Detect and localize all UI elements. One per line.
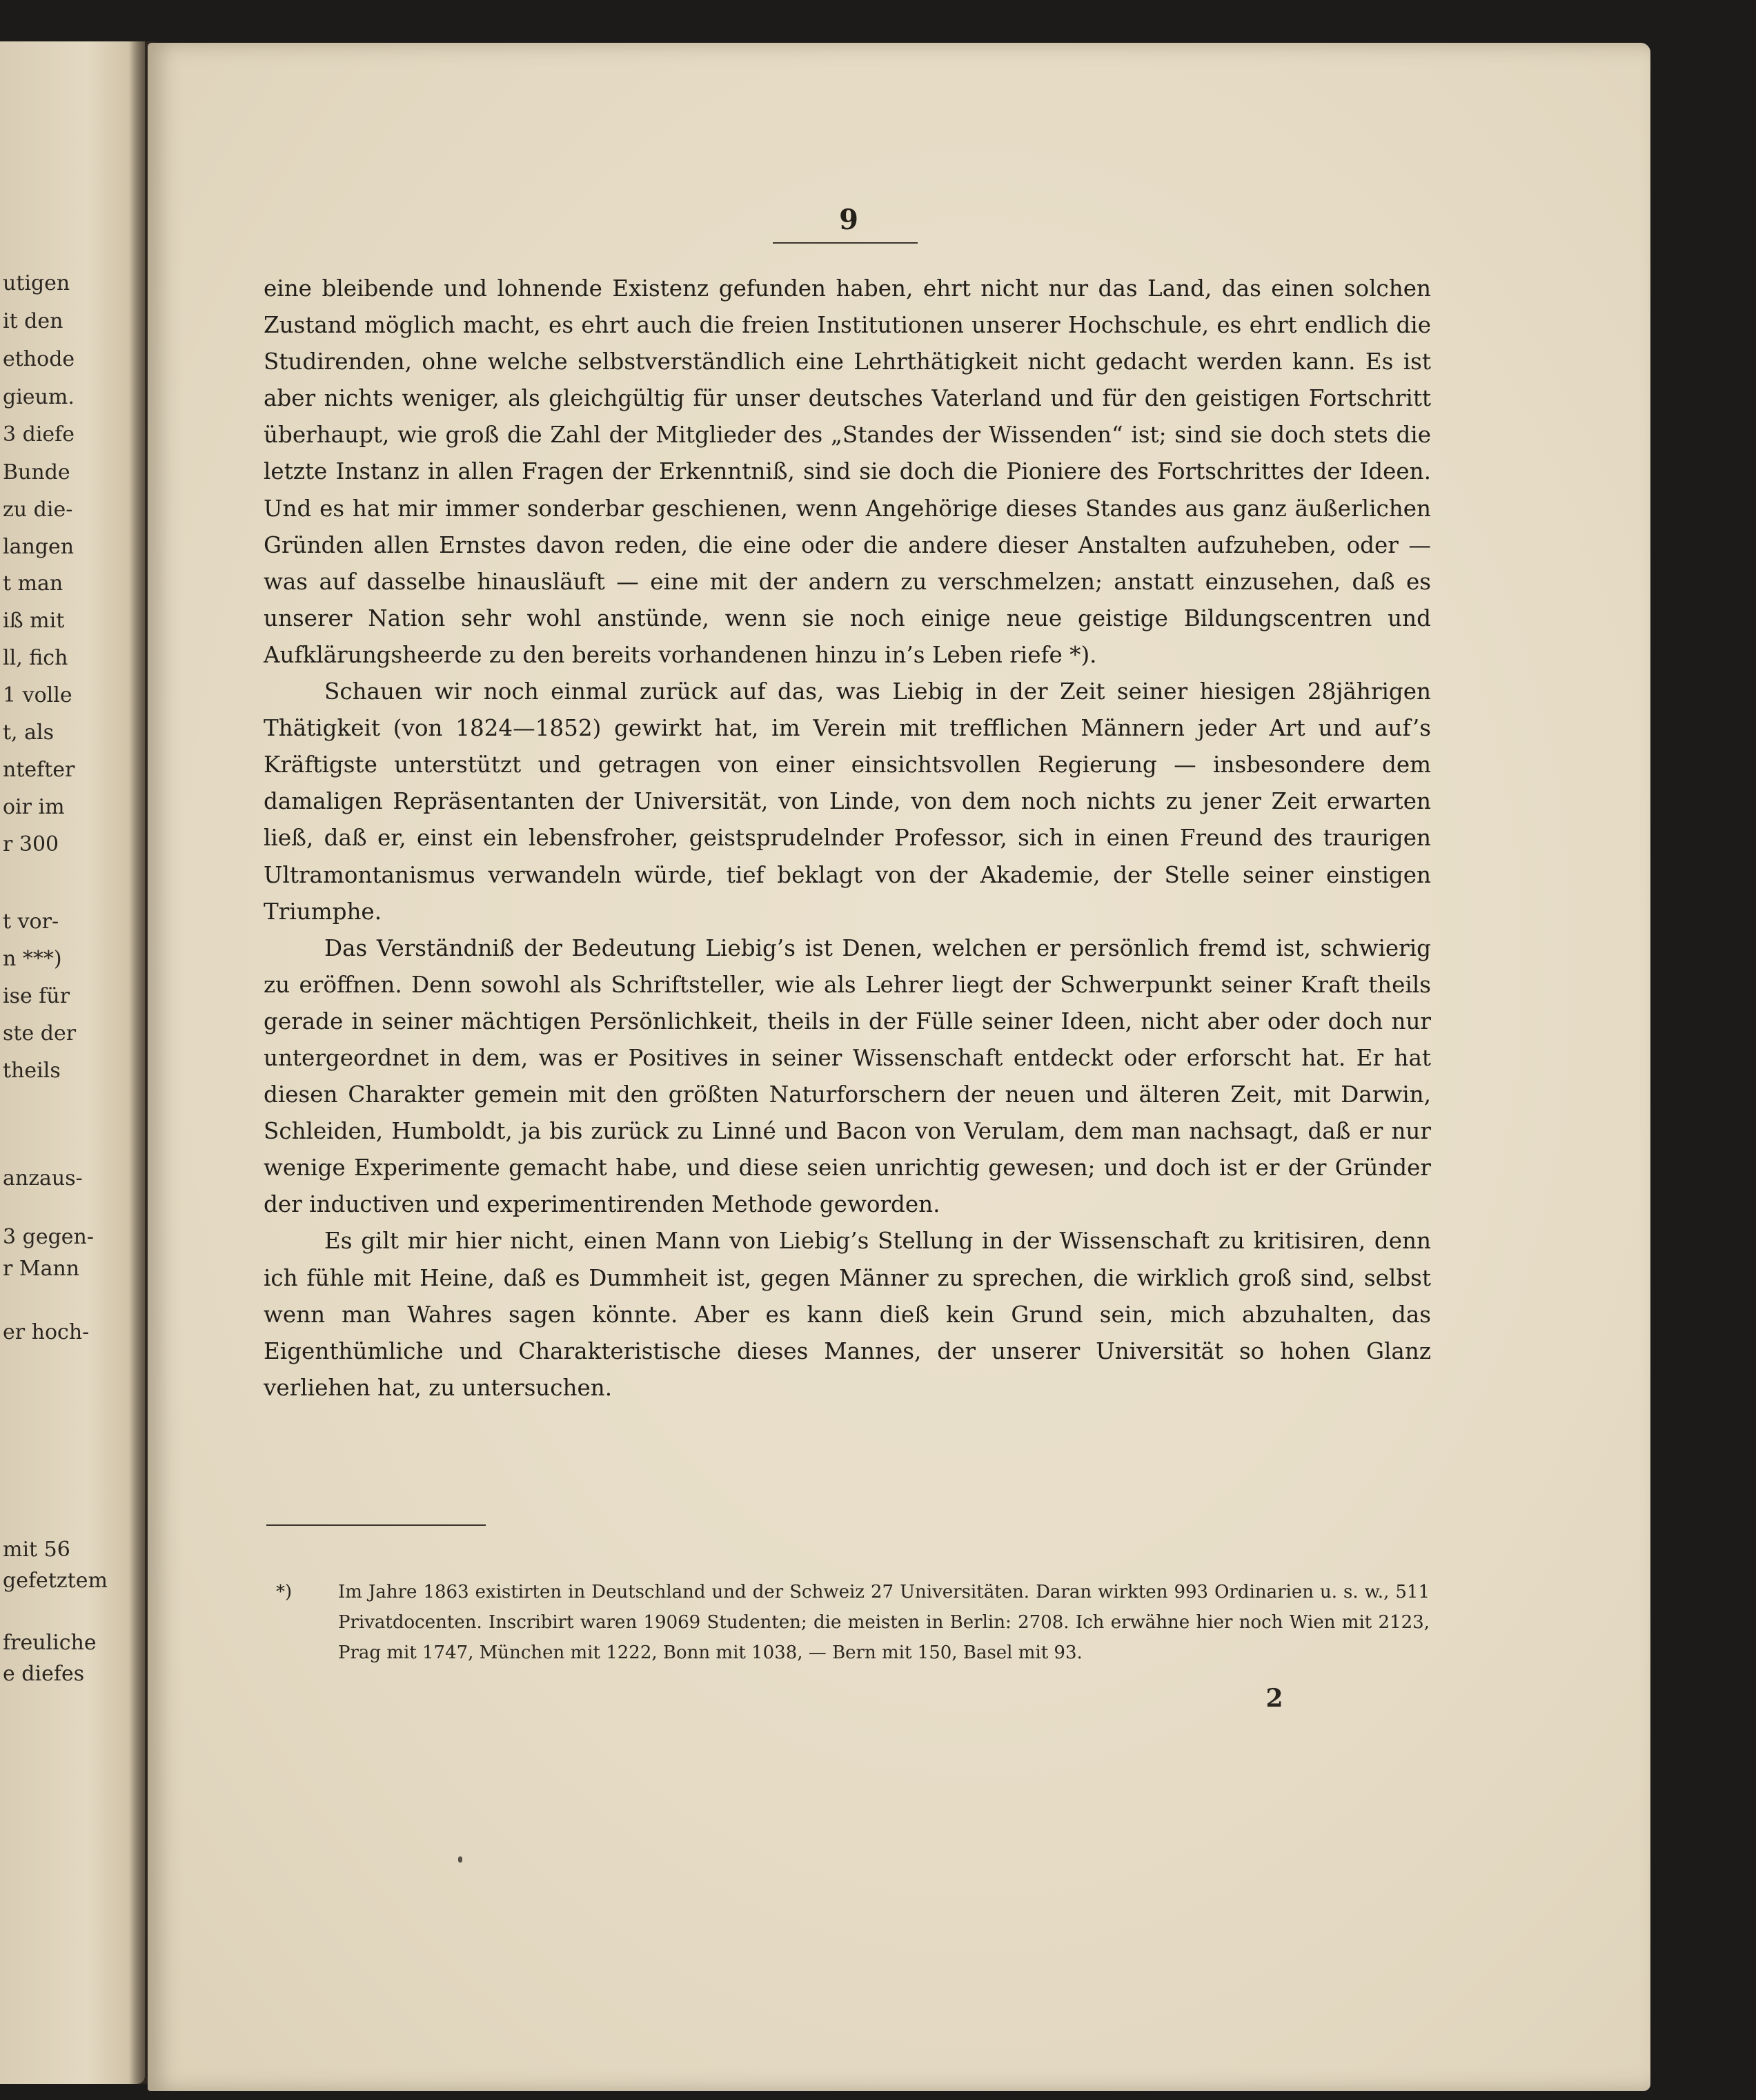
paper-speck <box>458 1856 462 1863</box>
signature-mark: 2 <box>1265 1684 1283 1713</box>
left-page-fragment: ntefter <box>3 758 75 782</box>
paragraph-4: Es gilt mir hier nicht, einen Mann von Liebig’s Stellung in der Wissenschaft zu kritisiren, denn ich fühle mit Heine, daß es Dummheit ist, gegen Männer zu sprechen, die wirklich groß sind, selbst wenn man Wahres sagen könnte. Aber es kann dieß kein Grund sein, mich abzuhalten, das Eigenthümliche und Charakteristische dieses Mannes, der unserer Universität so hohen Glanz verliehen hat, zu untersuchen. <box>264 1228 1431 1401</box>
left-page-fragment: t vor- <box>3 910 59 934</box>
left-page-fragment: oir im <box>3 795 65 819</box>
left-page-fragment: 3 gegen- <box>3 1225 94 1249</box>
body-text <box>264 271 1431 1406</box>
footnote-rule <box>266 1524 486 1526</box>
paragraph-1: eine bleibende und lohnende Existenz gefunden haben, ehrt nicht nur das Land, das einen solchen Zustand möglich macht, es ehrt auch die freien Institutionen unserer Hochschule, es ehrt endlich die Studirenden, ohne welche selbstverständlich eine Lehrthätigkeit nicht gedacht werden kann. Es ist aber nichts weniger, als gleichgültig für unser deutsches Vaterland und für den geistigen Fortschritt überhaupt, wie groß die Zahl der Mitglieder des „Standes der Wissenden“ ist; sind sie doch stets die letzte Instanz in allen Fragen der Erkenntniß, sind sie doch die Pioniere des Fortschrittes der Ideen. Und es hat mir immer sonderbar geschienen, wenn Angehörige dieses Standes aus ganz äußerlichen Gründen allen Ernstes davon reden, die eine oder die andere dieser Anstalten aufzuheben, oder — was auf dasselbe hinausläuft — eine mit der andern zu verschmelzen; anstatt einzusehen, daß es unserer Nation sehr wohl anstünde, wenn sie noch einige neue geistige Bildungscentren und Aufklärungsheerde zu den bereits vorhandenen hinzu in’s Leben riefe *). <box>264 275 1431 668</box>
left-page-fragment: t, als <box>3 720 55 745</box>
left-page-fragment: gieum. <box>3 385 75 409</box>
left-page-fragment: ll, fich <box>3 646 68 670</box>
left-page-fragment: it den <box>3 309 63 333</box>
left-page-fragment: ise für <box>3 984 70 1008</box>
footnote-marker: *) <box>276 1582 293 1602</box>
left-page-fragment: anzaus- <box>3 1166 83 1190</box>
left-page-fragment: 1 volle <box>3 683 72 707</box>
left-page-fragment: theils <box>3 1059 61 1083</box>
left-page-fragment: er hoch- <box>3 1320 90 1344</box>
left-page-fragment: t man <box>3 571 63 596</box>
left-page-edge <box>0 41 145 2084</box>
footnote <box>276 1577 1430 1668</box>
left-page-fragment: e diefes <box>3 1662 85 1686</box>
page-number: 9 <box>839 204 858 236</box>
left-page-fragment: freuliche <box>3 1631 97 1655</box>
left-page-fragment: n ***) <box>3 947 62 971</box>
left-page-fragment: 3 diefe <box>3 422 75 447</box>
left-page-fragment: gefetztem <box>3 1569 108 1593</box>
left-page-fragment: langen <box>3 535 75 559</box>
left-page-fragment: Bunde <box>3 460 70 484</box>
footnote-text: Im Jahre 1863 existirten in Deutschland und der Schweiz 27 Universitäten. Daran wirkten 993 Ordinarien u. s. w., 511 Privatdocenten. Inscribirt waren 19069 Studenten; die meisten in Berlin: 2708. Ich erwähne hier noch Wien mit 2123, Prag mit 1747, München mit 1222, Bonn mit 1038, — Bern mit 150, Basel mit 93. <box>338 1582 1430 1663</box>
left-page-fragment: utigen <box>3 271 70 295</box>
paragraph-3: Das Verständniß der Bedeutung Liebig’s ist Denen, welchen er persönlich fremd ist, schwierig zu eröffnen. Denn sowohl als Schriftsteller, wie als Lehrer liegt der Schwerpunkt seiner Kraft theils gerade in seiner mächtigen Persönlichkeit, theils in der Fülle seiner Ideen, nicht aber oder doch nur untergeordnet in dem, was er Positives in seiner Wissenschaft entdeckt oder erforscht hat. Er hat diesen Charakter gemein mit den größten Naturforschern der neuen und älteren Zeit, mit Darwin, Schleiden, Humboldt, ja bis zurück zu Linné und Bacon von Verulam, dem man nachsagt, daß er nur wenige Experimente gemacht habe, und diese seien unrichtig gewesen; und doch ist er der Gründer der inductiven und experimentirenden Methode geworden. <box>264 934 1431 1218</box>
page-number-rule <box>773 242 918 244</box>
left-page-fragment: mit 56 <box>3 1538 70 1562</box>
paragraph-2: Schauen wir noch einmal zurück auf das, was Liebig in der Zeit seiner hiesigen 28jährigen Thätigkeit (von 1824—1852) gewirkt hat, im Verein mit trefflichen Männern jeder Art und auf’s Kräftigste unterstützt und getragen von einer einsichtsvollen Regierung — insbesondere dem damaligen Repräsentanten der Universität, von Linde, von dem noch nichts zu jener Zeit erwarten ließ, daß er, einst ein lebensfroher, geistsprudelnder Professor, sich in einen Freund des traurigen Ultramontanismus verwandeln würde, tief beklagt von der Akademie, der Stelle seiner einstigen Triumphe. <box>264 678 1431 925</box>
left-page-fragment: r 300 <box>3 832 59 856</box>
left-page-fragment: r Mann <box>3 1257 80 1281</box>
left-page-fragment: ethode <box>3 347 75 371</box>
left-page-fragment: ste der <box>3 1021 77 1046</box>
left-page-fragment: zu die- <box>3 498 73 522</box>
left-page-fragment: iß mit <box>3 609 65 633</box>
